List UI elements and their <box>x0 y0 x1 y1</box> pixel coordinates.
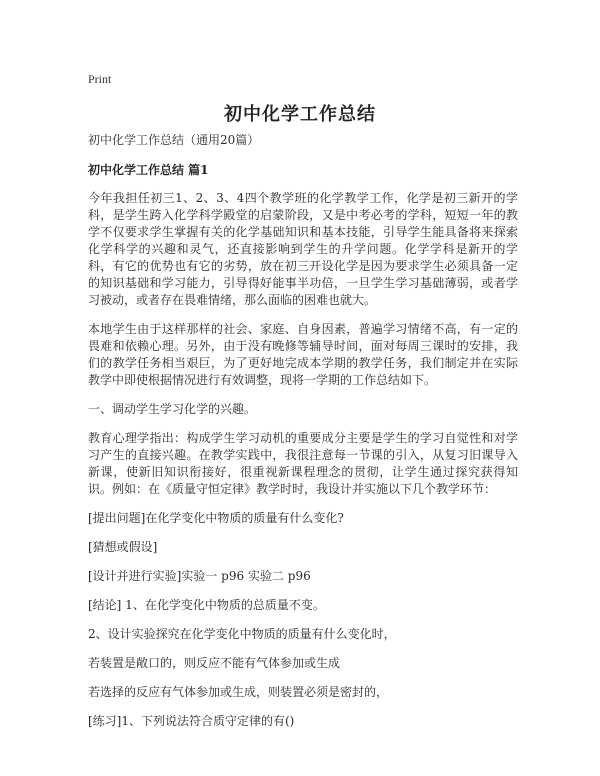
paragraph-line: 2、设计实验探究在化学变化中物质的质量有什么变化时， <box>88 627 396 641</box>
print-link[interactable]: Print <box>88 72 112 86</box>
document-subtitle: 初中化学工作总结（通用20篇） <box>88 133 260 147</box>
paragraph: 教育心理学指出：构成学生学习动机的重要成分主要是学生的学习自觉性和对学习产生的直接兴趣。在教学实践中，我很注意每一节课的引入，从复习旧课导入新课，使新旧知识衔接好，很重视新课程理念的贯彻，让学生通过探究获得知识。例如：在《质量守恒定律》教学时时，我设计并实施以下几个教学环节： <box>88 431 518 496</box>
paragraph: 本地学生由于这样那样的社会、家庭、自身因素，普遍学习情绪不高，有一定的畏难和依赖心理。另外，由于没有晚修等辅导时间，面对每周三课时的安排，我们的教学任务相当艰巨，为了更好地完成本学期的教学任务，我们制定并在实际教学中即使根据情况进行有效调整，现将一学期的工作总结如下。 <box>88 322 518 387</box>
document-body <box>88 132 518 742</box>
section-heading: 初中化学工作总结 篇1 <box>88 163 209 177</box>
paragraph-line: [练习]1、下列说法符合质守定律的有() <box>88 714 295 728</box>
paragraph-line: [结论] 1、在化学变化中物质的总质量不变。 <box>88 598 325 612</box>
paragraph-heading: 一、调动学生学习化学的兴趣。 <box>88 402 257 416</box>
paragraph: 今年我担任初三1、2、3、4四个教学班的化学教学工作，化学是初三新开的学科，是学生跨入化学科学殿堂的启蒙阶段，又是中考必考的学科，短短一年的教学不仅要求学生掌握有关的化学基础知识和基本技能，引导学生能具备将来探索化学科学的兴趣和灵气，还直接影响到学生的升学问题。化学学科是新开的学科，有它的优势也有它的劣势，放在初三开设化学是因为要求学生必须具备一定的知识基础和学习能力，引导得好能事半功倍，一旦学生学习基础薄弱，或者学习被动，或者存在畏难情绪，那么面临的困难也就大。 <box>88 191 518 307</box>
paragraph-line: [猜想或假设] <box>88 540 158 554</box>
paragraph-line: 若装置是敞口的，则反应不能有气体参加或生成 <box>88 656 341 670</box>
document-title: 初中化学工作总结 <box>224 104 376 125</box>
paragraph-line: [提出问题]在化学变化中物质的质量有什么变化? <box>88 511 344 525</box>
paragraph-line: 若选择的反应有气体参加或生成，则装置必须是密封的， <box>88 685 389 699</box>
paragraph-line: [设计并进行实验]实验一 p96 实验二 p96 <box>88 569 311 583</box>
